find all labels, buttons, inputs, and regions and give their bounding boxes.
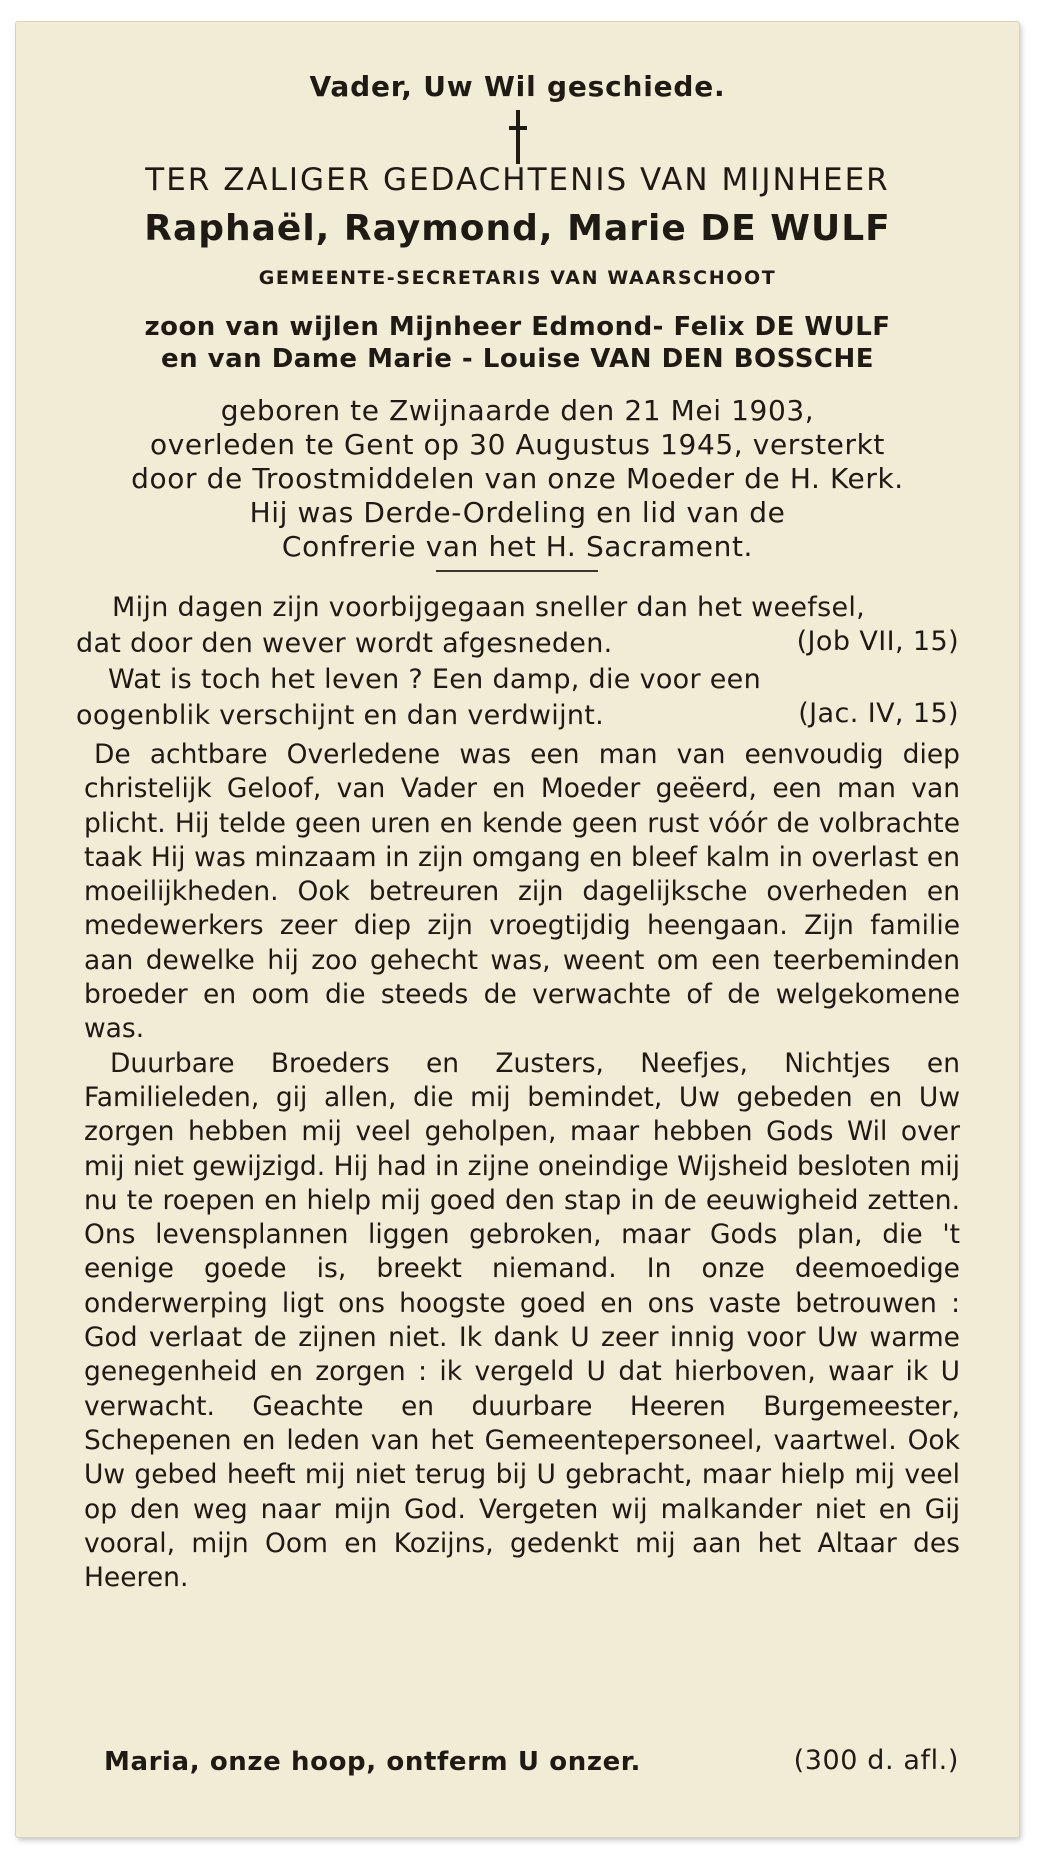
function-title: GEMEENTE-SECRETARIS VAN WAARSCHOOT bbox=[258, 267, 777, 289]
quote-1-line-1: Mijn dagen zijn voorbijgegaan sneller dan het weefsel, bbox=[112, 592, 866, 623]
deceased-name: Raphaël, Raymond, Marie DE WULF bbox=[144, 208, 891, 249]
paragraph-farewell: Duurbare Broeders en Zusters, Neefjes, Nichtjes en Familieleden, gij allen, die mij bemindet, Uw gebeden en Uw zorgen hebben mij veel geholpen, maar hebben Gods Wil over mij niet gewijzigd. Hij had in zijne oneindige Wijsheid besloten mij nu te roepen en hielp mij goed den stap in de eeuwigheid zetten. Ons levensplannen liggen gebroken, maar Gods plan, die 't eenige goede is, breekt niemand. In onze deemoedige onderwerping ligt ons hoogste goed en ons vaste betrouwen : God verlaat de zijnen niet. Ik dank U zeer innig voor Uw warme genegenheid en zorgen : ik vergeld U dat hierboven, waar ik U verwacht. Geachte en duurbare Heeren Burgemeester, Schepenen en leden van het Gemeentepersoneel, vaartwel. Ook Uw gebed heeft mij niet terug bij U gebracht, maar hielp mij veel op den weg naar mijn God. Vergeten wij malkander niet en Gij vooral, mijn Oom en Kozijns, gedenkt mij aan het Altaar des Heeren. bbox=[84, 1047, 960, 1594]
latin-cross-icon bbox=[509, 110, 527, 164]
paragraph-tribute: De achtbare Overledene was een man van eenvoudig diep christelijk Geloof, van Vader en Moeder geëerd, een man van plicht. Hij telde geen uren en kende geen rust vóór de volbrachte taak Hij was minzaam in zijn omgang en bleef kalm in overlast en moeilijkheden. Ook betreuren zijn dagelijksche overheden en medewerkers zeer diep zijn vroegtijdig heengaan. Zijn familie aan dewelke hij zoo gehecht was, weent om een teerbeminden broeder en oom die steeds de verwachte of de welgekomene was. bbox=[84, 739, 960, 1045]
quote-1-reference: (Job VII, 15) bbox=[796, 626, 959, 657]
death-line: overleden te Gent op 30 Augustus 1945, versterkt bbox=[150, 428, 885, 461]
print-run: (300 d. afl.) bbox=[793, 1745, 959, 1776]
quote-2-line-2: oogenblik verschijnt en dan verdwijnt. bbox=[76, 700, 605, 731]
quote-1-line-2: dat door den wever wordt afgesneden. bbox=[76, 628, 613, 659]
father-line: zoon van wijlen Mijnheer Edmond- Felix DE WULF bbox=[144, 312, 891, 342]
quote-2-reference: (Jac. IV, 15) bbox=[798, 698, 959, 729]
mother-line: en van Dame Marie - Louise VAN DEN BOSSCHE bbox=[160, 344, 875, 374]
closing-prayer: Maria, onze hoop, ontferm U onzer. bbox=[104, 1747, 641, 1777]
body-text bbox=[84, 738, 960, 1595]
quote-2-line-1: Wat is toch het leven ? Een damp, die voor een bbox=[108, 664, 762, 695]
confraternity-line: Confrerie van het H. Sacrament. bbox=[281, 530, 754, 563]
motto-heading: Vader, Uw Wil geschiede. bbox=[309, 70, 726, 103]
memorial-card bbox=[16, 22, 1019, 1837]
separator-rule bbox=[436, 570, 598, 572]
birth-line: geboren te Zwijnaarde den 21 Mei 1903, bbox=[220, 394, 815, 427]
sacraments-line: door de Troostmiddelen van onze Moeder de H. Kerk. bbox=[131, 462, 904, 495]
memory-line: TER ZALIGER GEDACHTENIS VAN MIJNHEER bbox=[145, 162, 890, 198]
order-line: Hij was Derde-Ordeling en lid van de bbox=[249, 496, 786, 529]
